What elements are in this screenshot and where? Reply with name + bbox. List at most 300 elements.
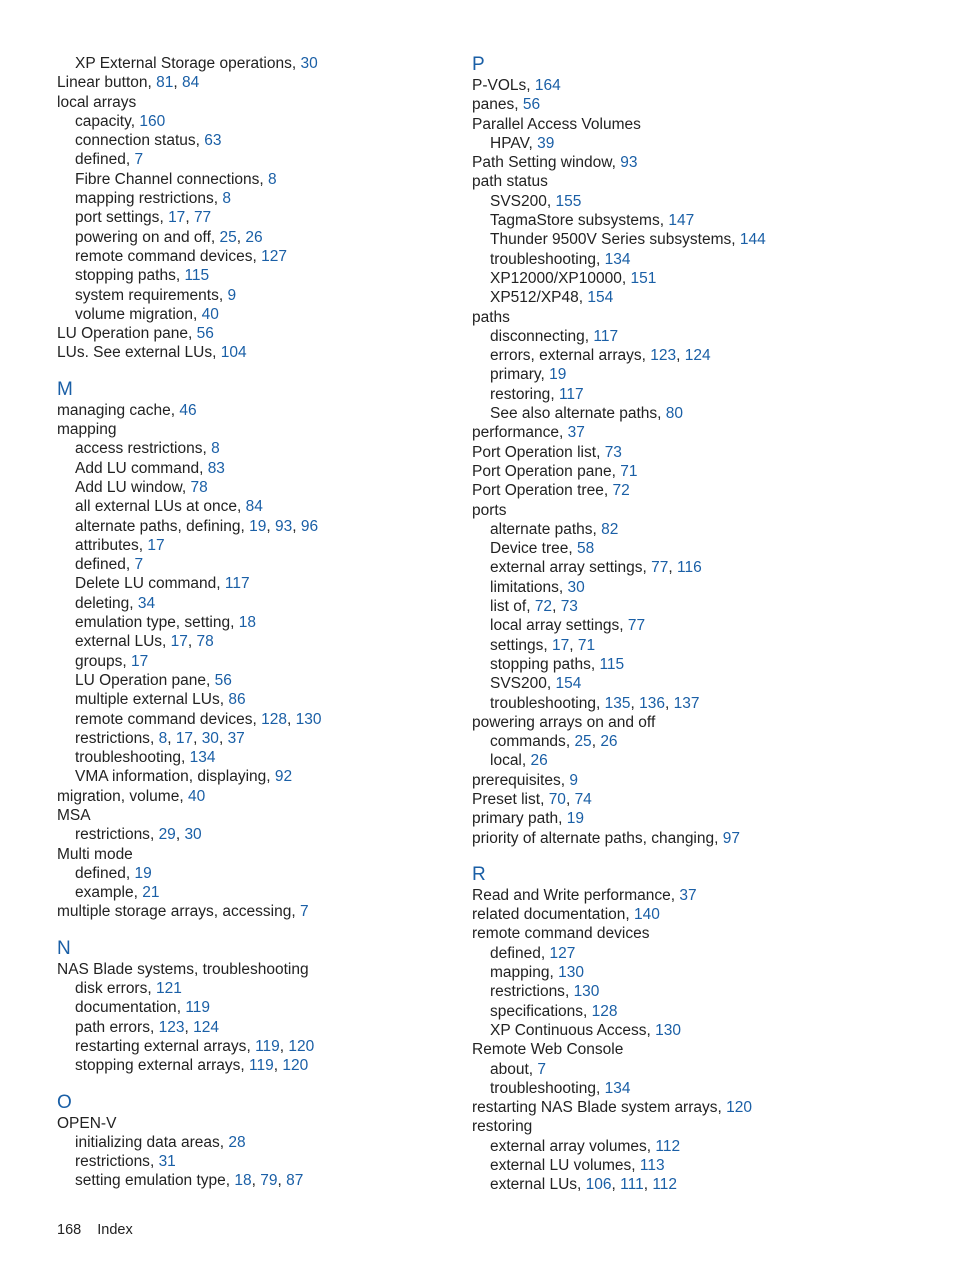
page-link[interactable]: 128 — [261, 710, 287, 728]
page-link[interactable]: 87 — [286, 1172, 304, 1190]
page-link[interactable]: 40 — [201, 305, 219, 323]
index-entry: Read and Write performance, 37 — [472, 886, 697, 904]
page-link[interactable]: 106 — [585, 1176, 612, 1194]
page-link[interactable]: 80 — [665, 405, 684, 423]
index-entry: performance, 37 — [472, 424, 585, 442]
index-subentry: TagmaStore subsystems, 147 — [490, 212, 695, 230]
index-entry: multiple storage arrays, accessing, 7 — [57, 903, 309, 921]
page-link[interactable]: 8 — [158, 729, 168, 747]
index-term: all external LUs at once — [75, 498, 237, 516]
page-link[interactable]: 19 — [549, 366, 567, 384]
page-link[interactable]: 34 — [137, 594, 156, 612]
index-subentry: troubleshooting, 134 — [490, 1079, 631, 1097]
index-subentry: port settings, 17, 77 — [75, 209, 212, 227]
page-link[interactable]: 71 — [577, 636, 596, 654]
page-link[interactable]: 26 — [245, 228, 263, 246]
index-subentry: volume migration, 40 — [75, 305, 219, 323]
index-term: list of — [490, 598, 527, 616]
page-link[interactable]: 77 — [627, 617, 646, 635]
index-entry — [472, 308, 912, 327]
index-term: troubleshooting — [75, 749, 181, 767]
index-term: defined — [75, 864, 126, 882]
page-link[interactable]: 155 — [555, 192, 582, 210]
index-term: external LUs — [490, 1176, 578, 1194]
index-term: Delete LU command — [75, 575, 217, 593]
index-subentry: restrictions, 8, 17, 30, 37 — [75, 729, 245, 747]
index-subentry: troubleshooting, 134 — [75, 749, 216, 767]
index-letter-heading: N — [57, 937, 71, 959]
page-link[interactable]: 8 — [222, 190, 231, 208]
page-link[interactable]: 17 — [131, 652, 149, 670]
page-link[interactable]: 39 — [537, 134, 555, 152]
index-subentry: primary, 19 — [490, 366, 567, 384]
index-term: Fibre Channel connections — [75, 170, 260, 188]
index-subentry: emulation type, setting, 18 — [75, 614, 256, 632]
index-subentry: defined, 19 — [75, 864, 152, 882]
page-link[interactable]: 113 — [639, 1157, 665, 1175]
index-entry: panes, 56 — [472, 96, 541, 114]
index-term: stopping external arrays — [75, 1057, 241, 1075]
page-link[interactable]: 130 — [295, 710, 322, 728]
index-term: alternate paths — [490, 520, 593, 538]
index-subentry: example, 21 — [75, 884, 160, 902]
index-entry: priority of alternate paths, changing, 97 — [472, 829, 740, 847]
page-link[interactable]: 134 — [604, 1079, 631, 1097]
index-term: commands — [490, 733, 566, 751]
page-link[interactable]: 17 — [175, 729, 194, 747]
page-link[interactable]: 144 — [739, 231, 766, 249]
index-subentry: Fibre Channel connections, 8 — [75, 170, 277, 188]
page-link[interactable]: 128 — [591, 1002, 618, 1020]
index-entry — [57, 420, 437, 439]
index-entry: migration, volume, 40 — [57, 787, 206, 805]
index-subentry: disconnecting, 117 — [490, 327, 619, 345]
index-subentry: XP512/XP48, 154 — [490, 289, 614, 307]
index-subentry: SVS200, 155 — [490, 192, 582, 210]
page-link[interactable]: 115 — [599, 655, 625, 673]
page-link[interactable]: 140 — [634, 906, 660, 924]
page-link[interactable]: 58 — [577, 540, 595, 558]
index-term: documentation — [75, 999, 177, 1017]
page-link[interactable]: 119 — [185, 999, 211, 1017]
page-link[interactable]: 120 — [726, 1099, 753, 1117]
index-term: Add LU window — [75, 478, 182, 496]
page-link[interactable]: 127 — [549, 944, 576, 962]
page-link[interactable]: 56 — [214, 671, 232, 689]
page-number: 168 — [57, 1222, 82, 1238]
index-subentry: groups, 17 — [75, 652, 149, 670]
index-term: mapping — [490, 964, 550, 982]
index-term: restrictions — [75, 826, 150, 844]
index-term: system requirements — [75, 286, 219, 304]
index-term: troubleshooting — [490, 250, 596, 268]
index-term: powering arrays on and off — [472, 713, 656, 731]
page-link[interactable]: 73 — [604, 443, 622, 461]
page-link[interactable]: 124 — [684, 347, 711, 365]
page-link[interactable]: 31 — [158, 1153, 176, 1171]
page-link[interactable]: 84 — [245, 498, 263, 516]
page-link[interactable]: 92 — [274, 768, 293, 786]
page-link[interactable]: 7 — [134, 556, 144, 574]
index-term: example — [75, 884, 134, 902]
index-column-right — [472, 54, 912, 1195]
page-link[interactable]: 25 — [219, 228, 237, 246]
page-link[interactable]: 17 — [552, 636, 570, 654]
index-term: Multi mode — [57, 845, 133, 863]
page-link[interactable]: 19 — [566, 810, 585, 828]
page-link[interactable]: 135 — [604, 694, 631, 712]
index-subentry: documentation, 119 — [75, 999, 211, 1017]
index-subentry: system requirements, 9 — [75, 286, 237, 304]
index-subentry: XP External Storage operations, 30 — [75, 55, 318, 72]
index-subentry: about, 7 — [490, 1060, 547, 1078]
index-letter-heading: O — [57, 1091, 72, 1113]
index-subentry: initializing data areas, 28 — [75, 1133, 246, 1151]
index-term: XP External Storage operations — [75, 55, 292, 72]
index-entry — [472, 172, 912, 191]
page-link[interactable]: 84 — [182, 74, 200, 92]
index-term: stopping paths — [490, 655, 591, 673]
index-term: emulation type, setting — [75, 614, 231, 632]
page-link[interactable]: 93 — [274, 517, 293, 535]
page-link[interactable]: 74 — [574, 790, 592, 808]
index-subentry: alternate paths, 82 — [490, 520, 619, 538]
index-term: restoring — [472, 1118, 533, 1136]
index-entry — [472, 115, 912, 134]
index-entry — [57, 960, 437, 979]
index-subentry: restrictions, 130 — [490, 983, 600, 1001]
index-term: paths — [472, 308, 510, 326]
index-term: path status — [472, 173, 548, 191]
index-subentry: restarting external arrays, 119, 120 — [75, 1037, 315, 1055]
page-link[interactable]: 30 — [201, 729, 219, 747]
index-subentry: Add LU window, 78 — [75, 478, 208, 496]
page-link[interactable]: 124 — [193, 1018, 219, 1036]
page-link[interactable]: 21 — [142, 884, 160, 902]
index-term: path errors — [75, 1018, 150, 1036]
page-link[interactable]: 137 — [673, 694, 700, 712]
index-term: OPEN-V — [57, 1114, 117, 1132]
page-link[interactable]: 130 — [573, 983, 600, 1001]
page-link[interactable]: 7 — [299, 903, 309, 921]
page-link[interactable]: 130 — [655, 1021, 682, 1039]
index-term: Port Operation pane — [472, 462, 612, 480]
page-link[interactable]: 151 — [630, 269, 657, 287]
page-link[interactable]: 86 — [228, 691, 246, 709]
index-subentry: stopping paths, 115 — [490, 655, 625, 673]
page-link[interactable]: 123 — [158, 1018, 185, 1036]
page-link[interactable]: 134 — [189, 749, 216, 767]
index-term: HPAV — [490, 134, 529, 152]
page-link[interactable]: 17 — [170, 633, 188, 651]
index-term: Device tree — [490, 540, 569, 558]
page-link[interactable]: 73 — [560, 598, 578, 616]
page-link[interactable]: 154 — [587, 289, 614, 307]
index-term: setting emulation type — [75, 1172, 226, 1190]
index-term: primary path — [472, 810, 559, 828]
index-entry: related documentation, 140 — [472, 906, 660, 924]
page-link[interactable]: 96 — [300, 517, 319, 535]
index-subentry: LU Operation pane, 56 — [75, 671, 232, 689]
page-link[interactable]: 160 — [139, 112, 166, 130]
page-link[interactable]: 79 — [260, 1172, 278, 1190]
index-subentry: path errors, 123, 124 — [75, 1018, 219, 1036]
index-entry — [472, 1040, 912, 1059]
index-subentry: multiple external LUs, 86 — [75, 691, 246, 709]
page-link[interactable]: 37 — [567, 424, 585, 442]
page-link[interactable]: 83 — [207, 459, 225, 477]
index-term: initializing data areas — [75, 1133, 220, 1151]
page-link[interactable]: 9 — [569, 771, 578, 789]
index-term: external LU volumes — [490, 1157, 632, 1175]
index-term: restarting NAS Blade system arrays — [472, 1099, 718, 1117]
page-link[interactable]: 56 — [196, 325, 214, 343]
page-link[interactable]: 37 — [679, 886, 697, 904]
index-term: local array settings — [490, 617, 620, 635]
index-subentry: remote command devices, 127 — [75, 247, 287, 265]
index-subentry: mapping restrictions, 8 — [75, 190, 231, 208]
page-link[interactable]: 56 — [522, 96, 541, 114]
index-term: errors, external arrays — [490, 347, 642, 365]
page-link[interactable]: 121 — [155, 980, 182, 998]
index-subentry: local, 26 — [490, 752, 548, 770]
index-term: stopping paths — [75, 267, 176, 285]
page-link[interactable]: 30 — [184, 826, 202, 844]
index-entry — [472, 713, 912, 732]
page-link[interactable]: 17 — [147, 536, 165, 554]
page-link[interactable]: 116 — [677, 559, 702, 577]
index-term: prerequisites — [472, 771, 561, 789]
index-term: settings — [490, 636, 544, 654]
page-link[interactable]: 72 — [612, 482, 630, 500]
page-link[interactable]: 7 — [134, 151, 144, 169]
index-entry: managing cache, 46 — [57, 401, 197, 419]
index-subentry: alternate paths, defining, 19, 93, 96 — [75, 517, 319, 535]
page-link[interactable]: 117 — [224, 575, 250, 593]
page-link[interactable]: 18 — [234, 1172, 252, 1190]
index-entry: Linear button, 81, 84 — [57, 74, 200, 92]
index-subentry: troubleshooting, 135, 136, 137 — [490, 694, 700, 712]
page-link[interactable]: 8 — [268, 170, 277, 188]
index-subentry: defined, 7 — [75, 151, 144, 169]
index-subentry: specifications, 128 — [490, 1002, 618, 1020]
index-term: priority of alternate paths, changing — [472, 829, 715, 847]
index-term: powering on and off — [75, 228, 211, 246]
index-term: restrictions — [75, 1153, 150, 1171]
index-term: connection status — [75, 132, 196, 150]
index-term: mapping restrictions — [75, 190, 214, 208]
page-link[interactable]: 63 — [204, 132, 222, 150]
index-subentry: See also alternate paths, 80 — [490, 405, 684, 423]
index-term: Linear button — [57, 74, 148, 92]
index-subentry: local array settings, 77 — [490, 617, 646, 635]
index-term: defined — [490, 944, 541, 962]
page-link[interactable]: 19 — [249, 517, 267, 535]
index-entry: Preset list, 70, 74 — [472, 790, 592, 808]
index-entry: restarting NAS Blade system arrays, 120 — [472, 1099, 753, 1117]
page-link[interactable]: 164 — [534, 77, 561, 94]
index-term: volume migration — [75, 305, 194, 323]
page-link[interactable]: 72 — [534, 598, 553, 616]
index-subentry: limitations, 30 — [490, 578, 585, 596]
page-link[interactable]: 134 — [604, 250, 631, 268]
index-term: external array volumes — [490, 1137, 647, 1155]
page-link[interactable]: 117 — [593, 327, 619, 345]
index-subentry: defined, 7 — [75, 556, 144, 574]
footer-section: Index — [97, 1222, 133, 1238]
index-term: remote command devices — [75, 710, 253, 728]
index-term: panes — [472, 96, 515, 114]
index-entry — [57, 845, 437, 864]
index-entry: P-VOLs, 164 — [472, 77, 561, 94]
page-link[interactable]: 93 — [620, 154, 638, 172]
index-term: related documentation — [472, 906, 626, 924]
index-subentry: restrictions, 31 — [75, 1153, 176, 1171]
index-term: Add LU command — [75, 459, 200, 477]
page-link[interactable]: 8 — [211, 440, 220, 458]
page-link[interactable]: 26 — [600, 733, 618, 751]
page-link[interactable]: 136 — [639, 694, 665, 712]
index-term: remote command devices — [472, 925, 650, 943]
index-term: port settings — [75, 209, 160, 227]
index-term: restrictions — [75, 729, 150, 747]
page-link[interactable]: 112 — [652, 1176, 678, 1194]
page-link[interactable]: 78 — [196, 633, 214, 651]
page-link[interactable]: 26 — [530, 752, 548, 770]
page-link[interactable]: 130 — [558, 964, 584, 982]
page-link[interactable]: 28 — [228, 1133, 246, 1151]
page-link[interactable]: 127 — [261, 247, 287, 265]
index-term: LU Operation pane — [57, 325, 188, 343]
index-term: disk errors — [75, 980, 148, 998]
index-column-left — [57, 54, 437, 1191]
index-subentry: stopping external arrays, 119, 120 — [75, 1057, 309, 1075]
page-link[interactable]: 115 — [184, 267, 210, 285]
index-entry: primary path, 19 — [472, 810, 585, 828]
index-subentry: Add LU command, 83 — [75, 459, 225, 477]
index-subentry: troubleshooting, 134 — [490, 250, 631, 268]
page-link[interactable]: 97 — [722, 829, 740, 847]
page-link[interactable]: 77 — [651, 559, 669, 577]
index-entry — [57, 1114, 437, 1133]
index-letter-heading: R — [472, 863, 486, 885]
index-term: access restrictions — [75, 440, 203, 458]
page-link[interactable]: 78 — [190, 478, 208, 496]
index-term: limitations — [490, 578, 559, 596]
index-subentry: external array volumes, 112 — [490, 1137, 681, 1155]
page-link[interactable]: 112 — [655, 1137, 681, 1155]
index-term: defined — [75, 151, 126, 169]
page-link[interactable]: 70 — [548, 790, 566, 808]
index-term: alternate paths, defining — [75, 517, 241, 535]
page-link[interactable]: 25 — [574, 733, 592, 751]
index-term: deleting — [75, 594, 130, 612]
index-subentry: VMA information, displaying, 92 — [75, 768, 293, 786]
index-entry — [472, 501, 912, 520]
index-subentry: restrictions, 29, 30 — [75, 826, 202, 844]
index-term: multiple storage arrays, accessing — [57, 903, 292, 921]
index-entry: Port Operation pane, 71 — [472, 462, 638, 480]
page-link[interactable]: 119 — [255, 1037, 280, 1055]
index-term: troubleshooting — [490, 1079, 596, 1097]
page-link[interactable]: 19 — [134, 864, 152, 882]
index-entry — [472, 1117, 912, 1136]
index-subentry: list of, 72, 73 — [490, 598, 578, 616]
page-link[interactable]: 77 — [193, 209, 212, 227]
index-subentry: XP12000/XP10000, 151 — [490, 269, 657, 287]
page-link[interactable]: 123 — [650, 347, 677, 365]
page-link[interactable]: 104 — [220, 344, 247, 362]
page-link[interactable]: 111 — [620, 1176, 644, 1194]
index-entry: prerequisites, 9 — [472, 771, 578, 789]
page-link[interactable]: 120 — [288, 1037, 315, 1055]
page-link[interactable]: 18 — [238, 614, 256, 632]
index-term: troubleshooting — [490, 694, 596, 712]
index-term: Port Operation tree — [472, 482, 604, 500]
index-subentry: capacity, 160 — [75, 112, 166, 130]
index-subentry: external array settings, 77, 116 — [490, 559, 702, 577]
index-term: Thunder 9500V Series subsystems — [490, 231, 732, 249]
index-subentry: XP Continuous Access, 130 — [490, 1021, 682, 1039]
index-term: mapping — [57, 421, 117, 439]
page-link[interactable]: 71 — [620, 462, 638, 480]
index-term: P-VOLs — [472, 77, 527, 94]
index-subentry: Thunder 9500V Series subsystems, 144 — [490, 231, 766, 249]
index-entry: Port Operation tree, 72 — [472, 482, 630, 500]
page-link[interactable]: 147 — [668, 212, 695, 230]
index-term: migration, volume — [57, 787, 180, 805]
page-link[interactable]: 9 — [227, 286, 237, 304]
page-link[interactable]: 7 — [537, 1060, 547, 1078]
page-link[interactable]: 30 — [300, 55, 318, 72]
page-link[interactable]: 29 — [158, 826, 176, 844]
index-term: primary — [490, 366, 541, 384]
page-link[interactable]: 81 — [156, 74, 174, 92]
page-link[interactable]: 40 — [187, 787, 206, 805]
index-subentry: external LU volumes, 113 — [490, 1157, 665, 1175]
index-term: Read and Write performance — [472, 886, 671, 904]
index-term: external LUs — [75, 633, 163, 651]
page-link[interactable]: 120 — [282, 1057, 309, 1075]
index-term: restarting external arrays — [75, 1037, 247, 1055]
index-subentry: SVS200, 154 — [490, 675, 582, 693]
index-subentry: Delete LU command, 117 — [75, 575, 250, 593]
index-subentry: settings, 17, 71 — [490, 636, 596, 654]
page-link[interactable]: 119 — [249, 1057, 274, 1075]
index-term: Port Operation list — [472, 443, 597, 461]
index-entry — [57, 93, 437, 112]
page-link[interactable]: 30 — [567, 578, 585, 596]
page-link[interactable]: 17 — [168, 209, 186, 227]
index-subentry: remote command devices, 128, 130 — [75, 710, 322, 728]
index-entry: LU Operation pane, 56 — [57, 325, 214, 343]
index-term: local — [490, 752, 522, 770]
index-term: XP12000/XP10000 — [490, 269, 622, 287]
page-link[interactable]: 46 — [179, 401, 197, 419]
page-link[interactable]: 117 — [558, 385, 584, 403]
index-entry: Port Operation list, 73 — [472, 443, 622, 461]
index-term: external array settings — [490, 559, 643, 577]
page-link[interactable]: 154 — [555, 675, 582, 693]
index-entry — [57, 806, 437, 825]
page-link[interactable]: 37 — [227, 729, 245, 747]
index-letter-heading: M — [57, 378, 73, 400]
index-subentry: disk errors, 121 — [75, 980, 182, 998]
index-subentry: mapping, 130 — [490, 964, 584, 982]
index-subentry: Device tree, 58 — [490, 540, 595, 558]
page-link[interactable]: 82 — [601, 520, 619, 538]
index-term: VMA information, displaying — [75, 768, 267, 786]
